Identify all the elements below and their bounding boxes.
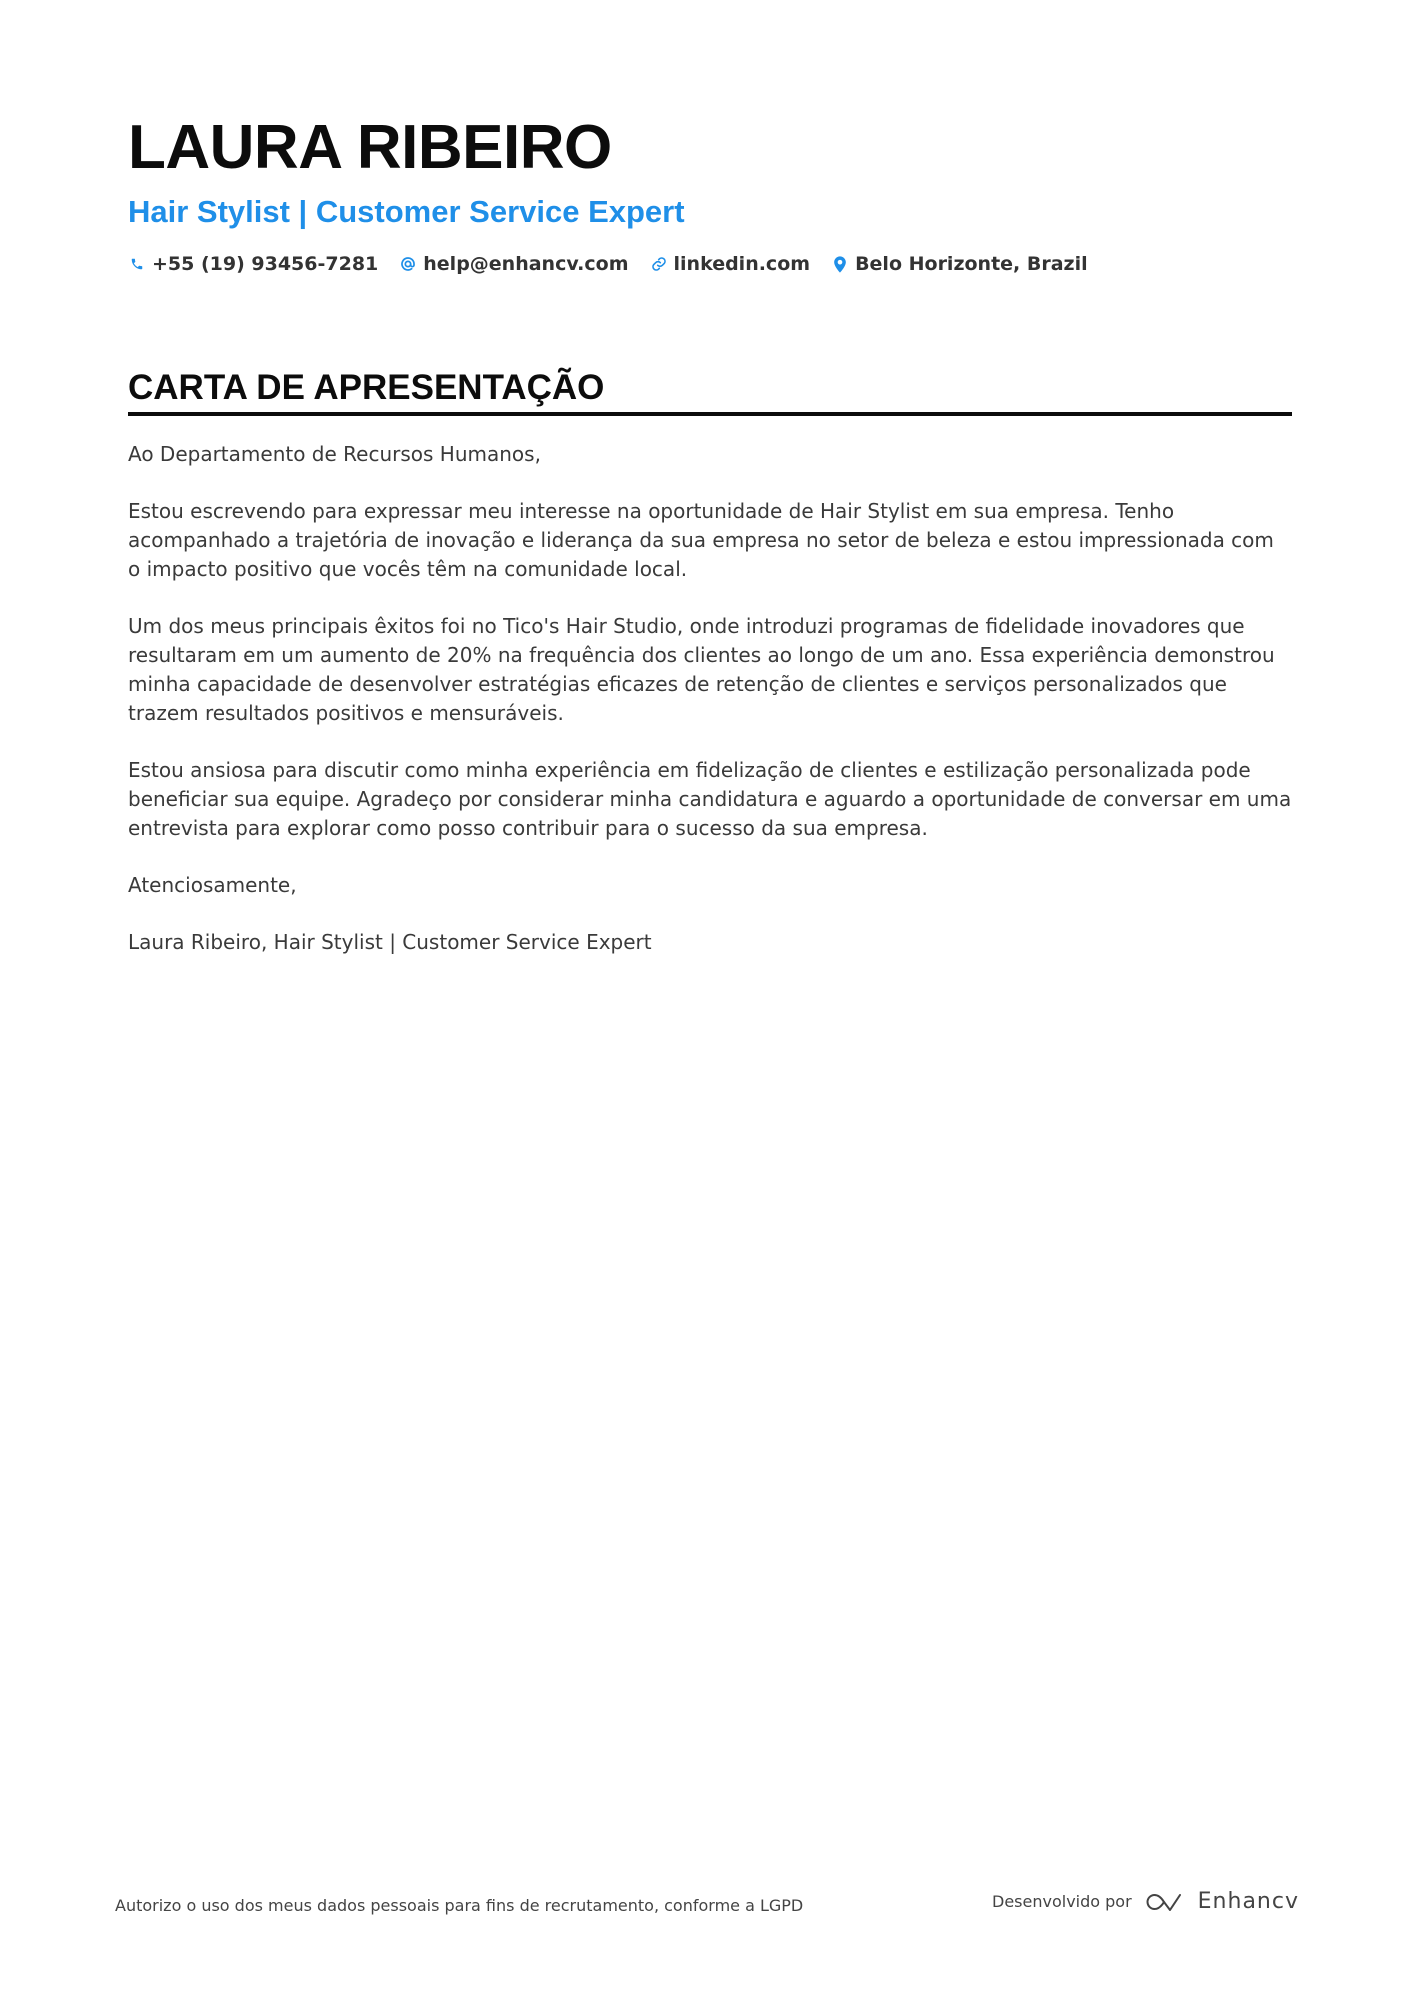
email-text: help@enhancv.com xyxy=(423,253,629,275)
enhancv-logo-icon xyxy=(1144,1890,1190,1914)
letter-closing: Atenciosamente, xyxy=(128,873,297,897)
at-icon xyxy=(399,254,417,274)
powered-by-label: Desenvolvido por xyxy=(992,1892,1132,1911)
contact-location xyxy=(831,253,1088,275)
candidate-name: LAURA RIBEIRO xyxy=(128,113,612,182)
section-title: CARTA DE APRESENTAÇÃO xyxy=(128,366,1292,416)
phone-text: +55 (19) 93456-7281 xyxy=(152,253,379,275)
letter-paragraph: Estou escrevendo para expressar meu interesse na oportunidade de Hair Stylist em sua empresa. Tenho acompanhado a trajetória de inovação e liderança da sua empresa no setor de beleza e estou impressionada com o impacto positivo que vocês têm na comunidade local. xyxy=(128,499,1274,581)
candidate-headline: Hair Stylist | Customer Service Expert xyxy=(128,194,685,229)
letter-paragraph: Estou ansiosa para discutir como minha experiência em fidelização de clientes e estilização personalizada pode beneficiar sua equipe. Agradeço por considerar minha candidatura e aguardo a oportunidade de conversar em uma entrevista para explorar como posso contribuir para o sucesso da sua empresa. xyxy=(128,758,1292,840)
enhancv-logo xyxy=(1144,1889,1299,1914)
phone-icon xyxy=(128,254,146,274)
cover-letter-section xyxy=(128,366,1292,985)
letter-signature: Laura Ribeiro, Hair Stylist | Customer Service Expert xyxy=(128,930,652,954)
contact-linkedin[interactable] xyxy=(650,253,811,275)
enhancv-brand-text: Enhancv xyxy=(1197,1889,1299,1914)
contact-phone xyxy=(128,253,378,275)
powered-by[interactable] xyxy=(992,1889,1299,1914)
contact-email[interactable] xyxy=(399,253,628,275)
letter-body xyxy=(128,440,1292,957)
letter-greeting: Ao Departamento de Recursos Humanos, xyxy=(128,442,541,466)
consent-note: Autorizo o uso dos meus dados pessoais para fins de recrutamento, conforme a LGPD xyxy=(115,1896,804,1915)
linkedin-text: linkedin.com xyxy=(673,253,811,275)
letter-paragraph: Um dos meus principais êxitos foi no Tico's Hair Studio, onde introduzi programas de fidelidade inovadores que resultaram em um aumento de 20% na frequência dos clientes ao longo de um ano. Essa experiência demonstrou minha capacidade de desenvolver estratégias eficazes de retenção de clientes e serviços personalizados que trazem resultados positivos e mensuráveis. xyxy=(128,614,1275,725)
location-text: Belo Horizonte, Brazil xyxy=(855,253,1088,275)
location-pin-icon xyxy=(831,254,849,274)
link-icon xyxy=(650,254,668,274)
header xyxy=(128,110,1292,275)
contact-bar xyxy=(128,253,1292,275)
